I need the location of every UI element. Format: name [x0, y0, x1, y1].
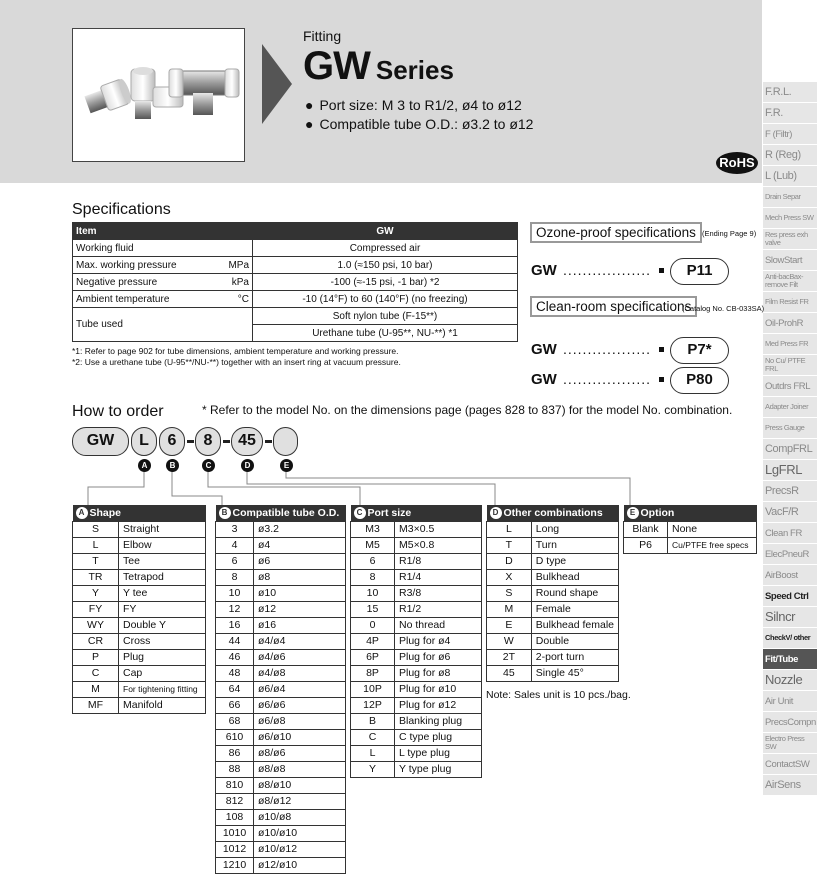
option-desc: L type plug: [395, 745, 482, 761]
spec-value: Urethane tube (U-95**, NU-**) *1: [253, 325, 518, 342]
option-code: P: [73, 649, 119, 665]
option-desc: R1/8: [395, 553, 482, 569]
table-row: [216, 617, 346, 633]
table-row: [351, 761, 482, 777]
port-size-table: [350, 505, 482, 778]
option-code: 6: [351, 553, 395, 569]
option-code: M: [73, 681, 119, 697]
port_size-header: [351, 505, 482, 521]
marker-b: B: [166, 459, 179, 472]
table-row: [216, 777, 346, 793]
option-desc: ø8/ø6: [254, 745, 346, 761]
table-row: [487, 665, 619, 681]
table-row: [216, 793, 346, 809]
option-desc: ø8/ø12: [254, 793, 346, 809]
table-row: [73, 681, 206, 697]
table-row: [487, 601, 619, 617]
option-desc: Plug for ø10: [395, 681, 482, 697]
option-desc: Double: [531, 633, 618, 649]
option-desc: ø12: [254, 601, 346, 617]
option-desc: R1/2: [395, 601, 482, 617]
table-row: [73, 665, 206, 681]
ozone-spec-box: Ozone-proof specifications: [530, 222, 702, 243]
table-row: [351, 697, 482, 713]
shape-title: Shape: [89, 506, 122, 519]
how-to-order-title: How to order: [72, 403, 164, 420]
option-code: C: [351, 729, 395, 745]
option-desc: ø10/ø12: [254, 841, 346, 857]
option-code: M5: [351, 537, 395, 553]
note-line: *2: Use a urethane tube (U-95**/NU-**) together with an insert ring at vacuum pressure.: [72, 357, 401, 367]
option-desc: Cap: [119, 665, 206, 681]
clean-spec-box: Clean-room specifications: [530, 296, 697, 317]
table-row: [216, 681, 346, 697]
table-row: [216, 697, 346, 713]
option-desc: Plug for ø12: [395, 697, 482, 713]
table-row: [487, 633, 619, 649]
spec-value: Compressed air: [253, 240, 518, 257]
table-row: [351, 537, 482, 553]
option-desc: Blanking plug: [395, 713, 482, 729]
option-desc: None: [668, 521, 757, 537]
clean-dots: ..................: [563, 371, 652, 387]
sidebar-item[interactable]: Res press exh valve: [763, 229, 817, 250]
section-marker: B: [219, 507, 231, 519]
option-code: 64: [216, 681, 254, 697]
option-desc: R3/8: [395, 585, 482, 601]
option-table: [623, 505, 757, 554]
option-code: L: [73, 537, 119, 553]
option-code: WY: [73, 617, 119, 633]
table-row: [73, 649, 206, 665]
option-desc: ø8/ø8: [254, 761, 346, 777]
option-desc: ø6/ø6: [254, 697, 346, 713]
option-code: 1210: [216, 857, 254, 873]
table-row: [487, 649, 619, 665]
table-row: [624, 537, 757, 553]
option-code: Y: [73, 585, 119, 601]
other-combinations-table: [486, 505, 619, 682]
sidebar-item[interactable]: PrecsR: [763, 481, 817, 502]
option-desc: ø4/ø6: [254, 649, 346, 665]
option-code: 0: [351, 617, 395, 633]
option-code: 16: [216, 617, 254, 633]
option-code: 8: [216, 569, 254, 585]
tube_od-title: Compatible tube O.D.: [232, 506, 340, 519]
table-row: [487, 553, 619, 569]
table-row: [216, 809, 346, 825]
section-marker: D: [490, 507, 502, 519]
table-row: [73, 521, 206, 537]
table-row: [216, 745, 346, 761]
option-desc: ø8/ø10: [254, 777, 346, 793]
marker-e: E: [280, 459, 293, 472]
sidebar-item[interactable]: L (Lub): [763, 166, 817, 187]
option-desc: ø8: [254, 569, 346, 585]
sales-note: Note: Sales unit is 10 pcs./bag.: [486, 689, 631, 701]
spec-item: Working fluid: [73, 240, 209, 257]
sidebar-item[interactable]: ContactSW: [763, 754, 817, 775]
feature-item: ● Port size: M 3 to R1/2, ø4 to ø12: [305, 96, 533, 115]
tube-od-table: [215, 505, 346, 874]
table-row: [351, 729, 482, 745]
table-row: [216, 569, 346, 585]
sidebar-item[interactable]: Clean FR: [763, 523, 817, 544]
option-code: 86: [216, 745, 254, 761]
sidebar-item[interactable]: Mech Press SW: [763, 208, 817, 229]
table-row: [216, 601, 346, 617]
option-code: 108: [216, 809, 254, 825]
option-desc: Elbow: [119, 537, 206, 553]
table-row: [351, 713, 482, 729]
option-code: M: [487, 601, 532, 617]
option-desc: Tetrapod: [119, 569, 206, 585]
sidebar-item[interactable]: CompFRL: [763, 439, 817, 460]
table-row: [351, 617, 482, 633]
option-code: Blank: [624, 521, 668, 537]
sidebar-item[interactable]: Oil-ProhR: [763, 313, 817, 334]
option-code: 88: [216, 761, 254, 777]
sidebar-item[interactable]: ElecPneuR: [763, 544, 817, 565]
connector-line: [247, 472, 495, 506]
option-desc: ø4/ø8: [254, 665, 346, 681]
option-code: T: [73, 553, 119, 569]
table-row: [73, 585, 206, 601]
table-row: [73, 553, 206, 569]
ozone-code: P11: [670, 258, 729, 285]
table-row: [487, 585, 619, 601]
sidebar-item[interactable]: LgFRL: [763, 460, 817, 481]
sidebar-item[interactable]: Film Resist FR: [763, 292, 817, 313]
option-desc: ø6/ø10: [254, 729, 346, 745]
feature-item: ● Compatible tube O.D.: ø3.2 to ø12: [305, 115, 533, 134]
how-to-order-note: * Refer to the model No. on the dimensions page (pages 828 to 837) for the model No. combination.: [202, 403, 733, 417]
option-code: 10: [351, 585, 395, 601]
option-desc: Tee: [119, 553, 206, 569]
option-code: 48: [216, 665, 254, 681]
option-desc: No thread: [395, 617, 482, 633]
spec-head-gw: GW: [253, 223, 518, 240]
table-row: [216, 825, 346, 841]
option-desc: ø6/ø8: [254, 713, 346, 729]
table-row: [351, 521, 482, 537]
option-desc: Plug for ø4: [395, 633, 482, 649]
spec-item: Ambient temperature: [73, 291, 209, 308]
connector-line: [286, 472, 630, 506]
spec-value: -10 (14°F) to 60 (140°F) (no freezing): [253, 291, 518, 308]
table-row: [351, 681, 482, 697]
table-row: [216, 553, 346, 569]
sidebar-item[interactable]: Fit/Tube: [763, 649, 817, 670]
option-desc: ø10/ø10: [254, 825, 346, 841]
table-row: [351, 649, 482, 665]
option-desc: 2-port turn: [531, 649, 618, 665]
option-code: TR: [73, 569, 119, 585]
ozone-ref: (Ending Page 9): [702, 229, 757, 238]
spec-unit: °C: [209, 291, 253, 308]
marker-a: A: [138, 459, 151, 472]
option-desc: Plug for ø6: [395, 649, 482, 665]
option-code: L: [487, 521, 532, 537]
option-desc: Long: [531, 521, 618, 537]
option-desc: Straight: [119, 521, 206, 537]
sidebar-item[interactable]: Outdrs FRL: [763, 376, 817, 397]
option-code: M3: [351, 521, 395, 537]
option-code: C: [73, 665, 119, 681]
table-row: [487, 537, 619, 553]
sidebar-item[interactable]: CheckV/ other: [763, 628, 817, 649]
option-code: 45: [487, 665, 532, 681]
sidebar-item[interactable]: Adapter Joiner: [763, 397, 817, 418]
table-row: [73, 569, 206, 585]
option-desc: Cu/PTFE free specs: [668, 537, 757, 553]
section-marker: A: [76, 507, 88, 519]
clean-dots: ..................: [563, 341, 652, 357]
option-desc: Female: [531, 601, 618, 617]
option-desc: For tightening fitting: [119, 681, 206, 697]
spec-value: Soft nylon tube (F-15**): [253, 308, 518, 325]
table-row: [73, 633, 206, 649]
connector-line: [172, 472, 222, 506]
sidebar-item[interactable]: Air Unit: [763, 691, 817, 712]
option-desc: Plug: [119, 649, 206, 665]
option-desc: ø4/ø4: [254, 633, 346, 649]
table-row: [216, 633, 346, 649]
table-row: [216, 713, 346, 729]
sidebar-item[interactable]: Med Press FR: [763, 334, 817, 355]
table-row: [216, 585, 346, 601]
note-line: *1: Refer to page 902 for tube dimensions, ambient temperature and working pressure.: [72, 346, 399, 356]
option-code: T: [487, 537, 532, 553]
spec-unit: MPa: [209, 257, 253, 274]
table-row: [351, 633, 482, 649]
shape-header: [73, 505, 206, 521]
table-row: [73, 601, 206, 617]
clean-code-p7: P7*: [670, 337, 729, 364]
sidebar-item[interactable]: AirBoost: [763, 565, 817, 586]
option-code: 10P: [351, 681, 395, 697]
option-code: 46: [216, 649, 254, 665]
table-row: [351, 553, 482, 569]
option-code: 610: [216, 729, 254, 745]
code-part-tube: 6: [159, 427, 185, 456]
option-code: 4: [216, 537, 254, 553]
option-desc: Bulkhead female: [531, 617, 618, 633]
table-row: [216, 857, 346, 873]
option-title: Option: [640, 506, 675, 519]
option-code: 44: [216, 633, 254, 649]
option-desc: D type: [531, 553, 618, 569]
connector-line: [208, 472, 360, 506]
sidebar-item[interactable]: Speed Ctrl: [763, 586, 817, 607]
option-code: CR: [73, 633, 119, 649]
option-code: 810: [216, 777, 254, 793]
option-code: 2T: [487, 649, 532, 665]
option-code: P6: [624, 537, 668, 553]
option-code: 4P: [351, 633, 395, 649]
shape-table: [72, 505, 206, 714]
option-desc: ø4: [254, 537, 346, 553]
other-title: Other combinations: [503, 506, 603, 519]
option-code: W: [487, 633, 532, 649]
sidebar-item[interactable]: Silncr: [763, 607, 817, 628]
series-name: GW: [303, 44, 370, 88]
option-code: E: [487, 617, 532, 633]
sidebar-item[interactable]: F.R.: [763, 103, 817, 124]
tube_od-header: [216, 505, 346, 521]
option-desc: FY: [119, 601, 206, 617]
table-row: [216, 761, 346, 777]
option-code: FY: [73, 601, 119, 617]
other-header: [487, 505, 619, 521]
option-desc: Single 45°: [531, 665, 618, 681]
option-desc: ø16: [254, 617, 346, 633]
option-desc: Y type plug: [395, 761, 482, 777]
sidebar-item[interactable]: R (Reg): [763, 145, 817, 166]
sidebar-item[interactable]: Press Gauge: [763, 418, 817, 439]
option-desc: Manifold: [119, 697, 206, 713]
clean-ref: (Catalog No. CB-033SA): [682, 304, 765, 313]
option-code: 66: [216, 697, 254, 713]
option-code: 6: [216, 553, 254, 569]
code-part-shape: L: [131, 427, 157, 456]
series-word: Series: [375, 55, 454, 85]
table-row: [216, 729, 346, 745]
option-desc: Round shape: [531, 585, 618, 601]
table-row: [351, 585, 482, 601]
code-part-series: GW: [72, 427, 129, 456]
sidebar-item[interactable]: AirSens: [763, 775, 817, 796]
option-desc: ø3.2: [254, 521, 346, 537]
option-desc: Double Y: [119, 617, 206, 633]
option-code: 12: [216, 601, 254, 617]
table-row: [351, 569, 482, 585]
table-row: [624, 521, 757, 537]
option-desc: M3×0.5: [395, 521, 482, 537]
table-row: [73, 617, 206, 633]
sidebar-item[interactable]: PrecsCompn: [763, 712, 817, 733]
option-code: 3: [216, 521, 254, 537]
spec-value: 1.0 (≈150 psi, 10 bar): [253, 257, 518, 274]
spec-item: Max. working pressure: [73, 257, 209, 274]
option-code: S: [487, 585, 532, 601]
table-row: [216, 537, 346, 553]
table-row: [216, 665, 346, 681]
spec-item: Negative pressure: [73, 274, 209, 291]
table-row: [351, 601, 482, 617]
option-desc: C type plug: [395, 729, 482, 745]
sidebar-item[interactable]: Drain Separ: [763, 187, 817, 208]
rohs-badge: RoHS: [716, 152, 758, 174]
table-row: [216, 841, 346, 857]
section-marker: E: [627, 507, 639, 519]
option-code: B: [351, 713, 395, 729]
option-code: 6P: [351, 649, 395, 665]
table-row: [351, 665, 482, 681]
option-code: D: [487, 553, 532, 569]
table-row: [216, 521, 346, 537]
sidebar-item[interactable]: SlowStart: [763, 250, 817, 271]
section-marker: C: [354, 507, 366, 519]
option-desc: ø12/ø10: [254, 857, 346, 873]
spec-unit: kPa: [209, 274, 253, 291]
code-part-port: 8: [195, 427, 221, 456]
option-header: [624, 505, 757, 521]
option-code: 8: [351, 569, 395, 585]
clean-gw: GW: [531, 371, 557, 388]
sidebar-item[interactable]: F (Filtr): [763, 124, 817, 145]
sidebar-item[interactable]: Electro Press SW: [763, 733, 817, 754]
option-desc: Turn: [531, 537, 618, 553]
option-desc: Plug for ø8: [395, 665, 482, 681]
option-code: X: [487, 569, 532, 585]
option-desc: Cross: [119, 633, 206, 649]
table-row: [487, 617, 619, 633]
option-code: Y: [351, 761, 395, 777]
option-code: 15: [351, 601, 395, 617]
table-row: [216, 649, 346, 665]
table-row: [487, 521, 619, 537]
option-code: 12P: [351, 697, 395, 713]
option-desc: Bulkhead: [531, 569, 618, 585]
option-desc: ø6: [254, 553, 346, 569]
code-part-other: 45: [231, 427, 263, 456]
option-desc: ø6/ø4: [254, 681, 346, 697]
sidebar-item[interactable]: Anti-bacBax-remove Filt: [763, 271, 817, 292]
sidebar-item[interactable]: No Cu/ PTFE FRL: [763, 355, 817, 376]
ozone-dots: ..................: [563, 262, 652, 278]
clean-gw: GW: [531, 341, 557, 358]
ozone-gw: GW: [531, 262, 557, 279]
table-row: [73, 697, 206, 713]
port_size-title: Port size: [367, 506, 412, 519]
table-row: [487, 569, 619, 585]
table-row: [73, 537, 206, 553]
option-desc: R1/4: [395, 569, 482, 585]
specifications-title: Specifications: [72, 201, 171, 218]
sidebar-item[interactable]: F.R.L.: [763, 82, 817, 103]
option-code: S: [73, 521, 119, 537]
marker-c: C: [202, 459, 215, 472]
option-code: MF: [73, 697, 119, 713]
spec-value: -100 (≈-15 psi, -1 bar) *2: [253, 274, 518, 291]
option-desc: M5×0.8: [395, 537, 482, 553]
spec-item: Tube used: [73, 308, 253, 342]
option-desc: ø10/ø8: [254, 809, 346, 825]
marker-d: D: [241, 459, 254, 472]
spec-head-item: Item: [73, 223, 253, 240]
option-code: L: [351, 745, 395, 761]
option-desc: ø10: [254, 585, 346, 601]
sidebar-item[interactable]: VacF/R: [763, 502, 817, 523]
category-label: Fitting: [303, 28, 342, 44]
option-code: 10: [216, 585, 254, 601]
clean-code-p80: P80: [670, 367, 729, 394]
option-code: 68: [216, 713, 254, 729]
table-row: [351, 745, 482, 761]
option-code: 1010: [216, 825, 254, 841]
sidebar-item[interactable]: Nozzle: [763, 670, 817, 691]
option-code: 8P: [351, 665, 395, 681]
connector-line: [88, 472, 144, 506]
option-code: 1012: [216, 841, 254, 857]
option-desc: Y tee: [119, 585, 206, 601]
option-code: 812: [216, 793, 254, 809]
